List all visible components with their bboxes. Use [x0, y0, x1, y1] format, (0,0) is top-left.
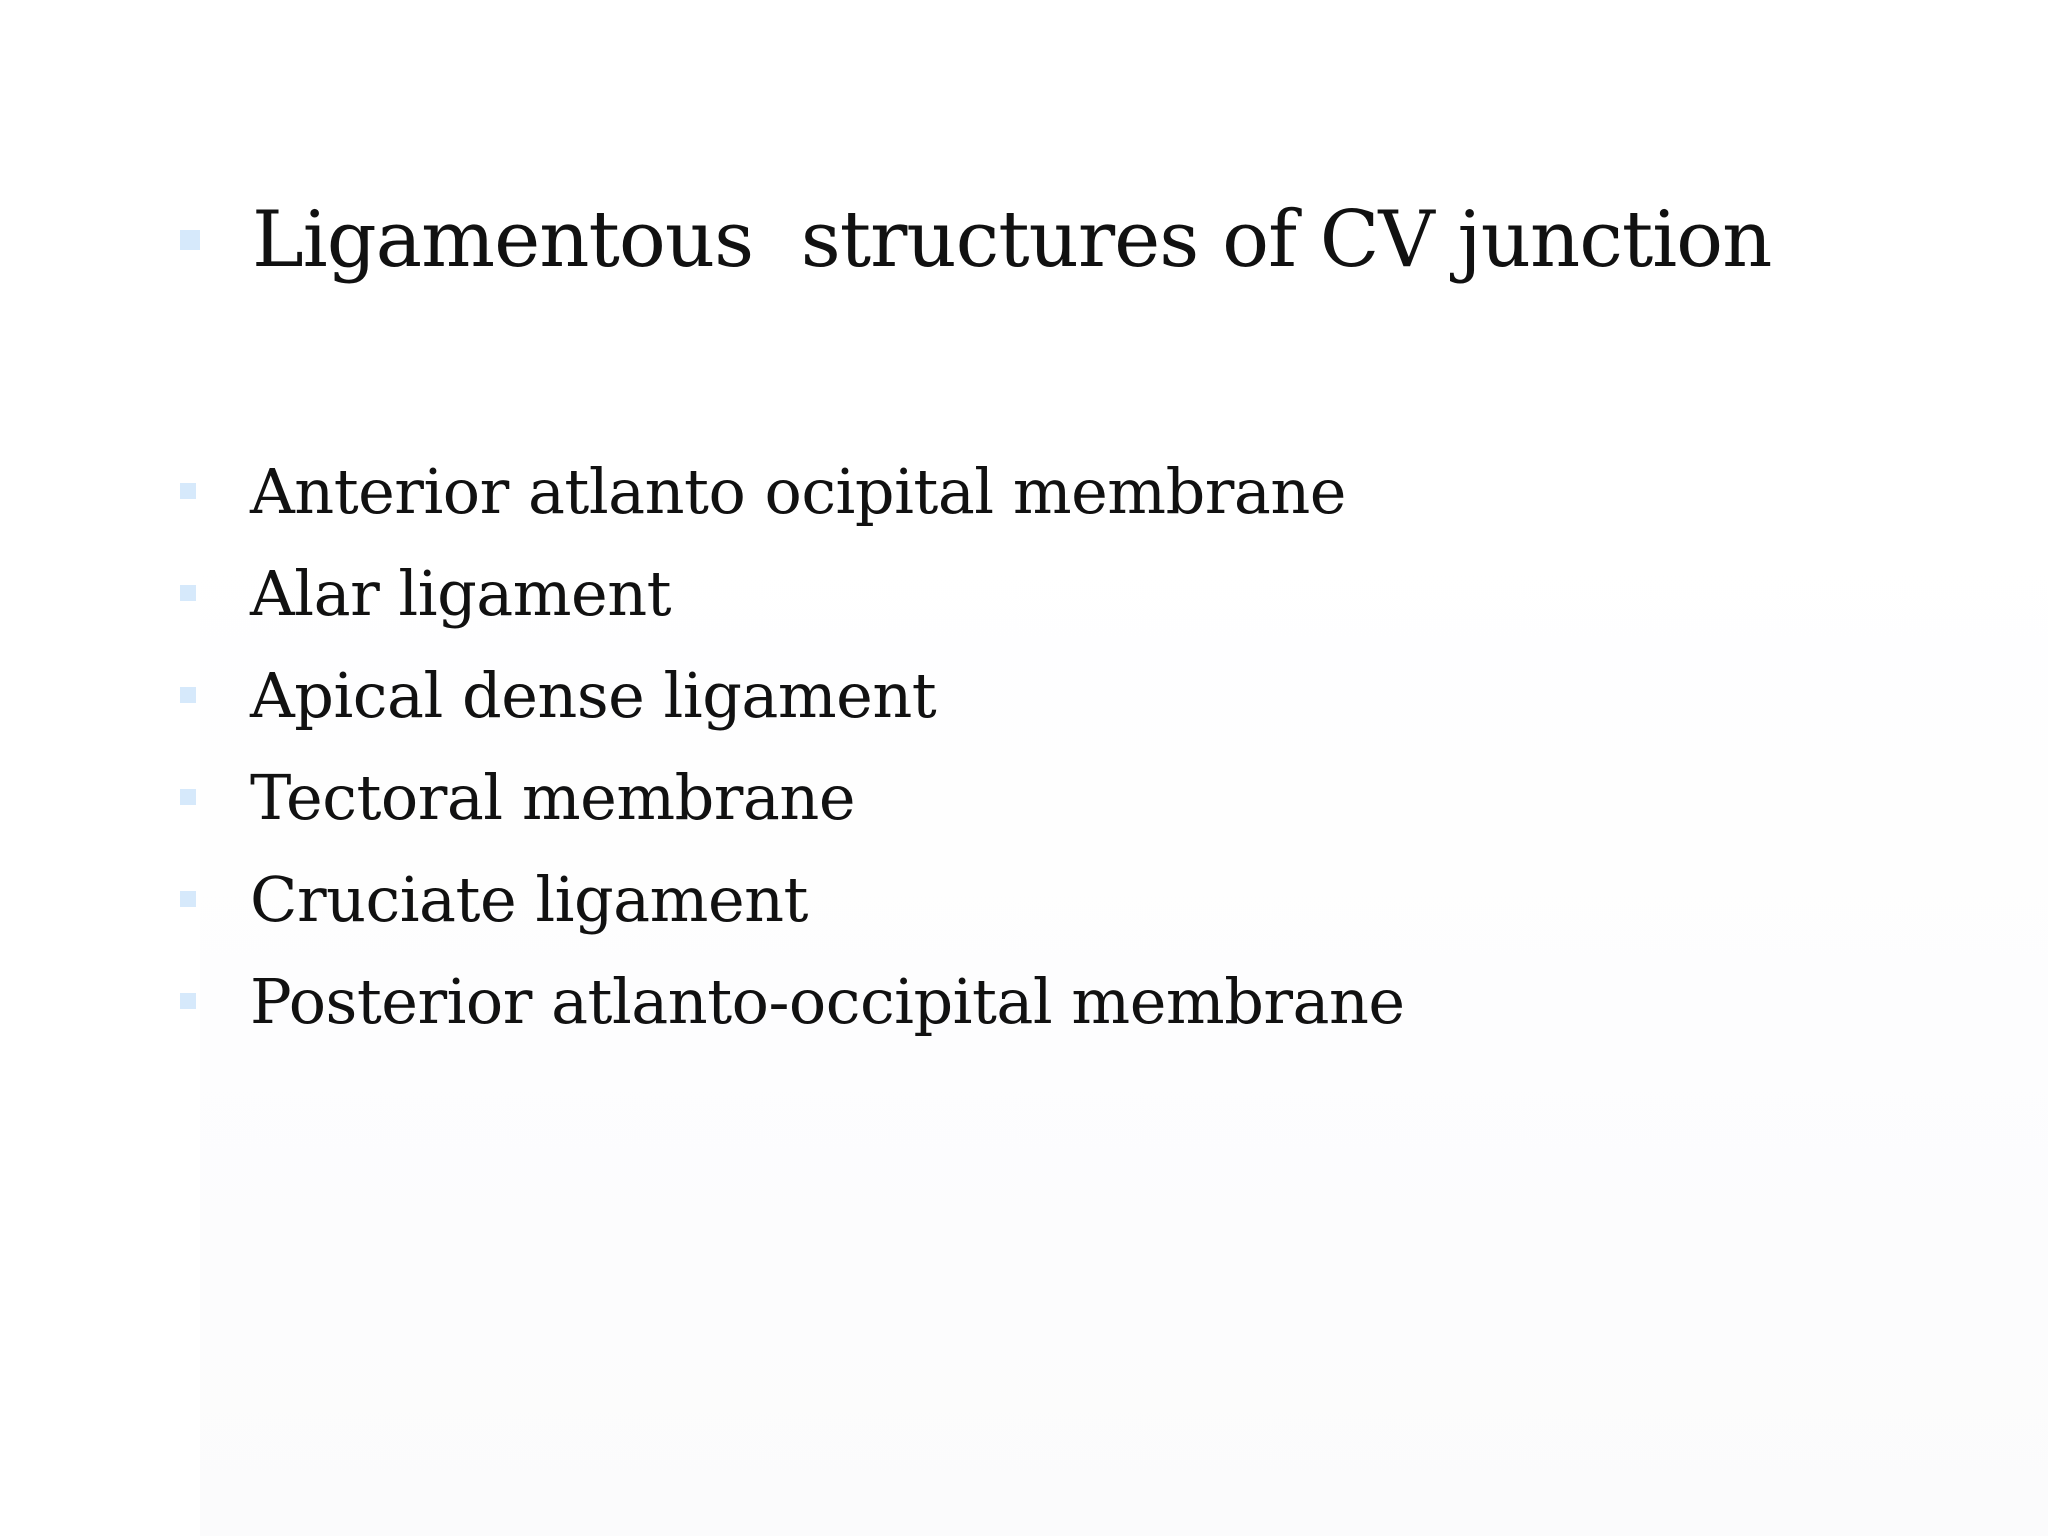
square-bullet-icon	[180, 993, 196, 1009]
list-item	[180, 644, 1405, 746]
list-item-text: Alar ligament	[250, 556, 672, 630]
list-item	[180, 950, 1405, 1052]
bullet-list	[180, 440, 1405, 1052]
list-item	[180, 440, 1405, 542]
square-bullet-icon	[180, 891, 196, 907]
square-bullet-icon	[180, 483, 196, 499]
slide-title: Ligamentous structures of CV junction	[252, 195, 1772, 285]
list-item	[180, 542, 1405, 644]
list-item	[180, 848, 1405, 950]
list-item-text: Tectoral membrane	[250, 760, 856, 834]
list-item	[180, 746, 1405, 848]
title-row	[180, 190, 1771, 290]
list-item-text: Cruciate ligament	[250, 862, 808, 936]
list-item-text: Posterior atlanto-occipital membrane	[250, 964, 1405, 1038]
square-bullet-icon	[180, 585, 196, 601]
square-bullet-icon	[180, 789, 196, 805]
square-bullet-icon	[180, 687, 196, 703]
list-item-text: Anterior atlanto ocipital membrane	[250, 454, 1347, 528]
list-item-text: Apical dense ligament	[250, 658, 937, 732]
square-bullet-icon	[180, 230, 200, 250]
